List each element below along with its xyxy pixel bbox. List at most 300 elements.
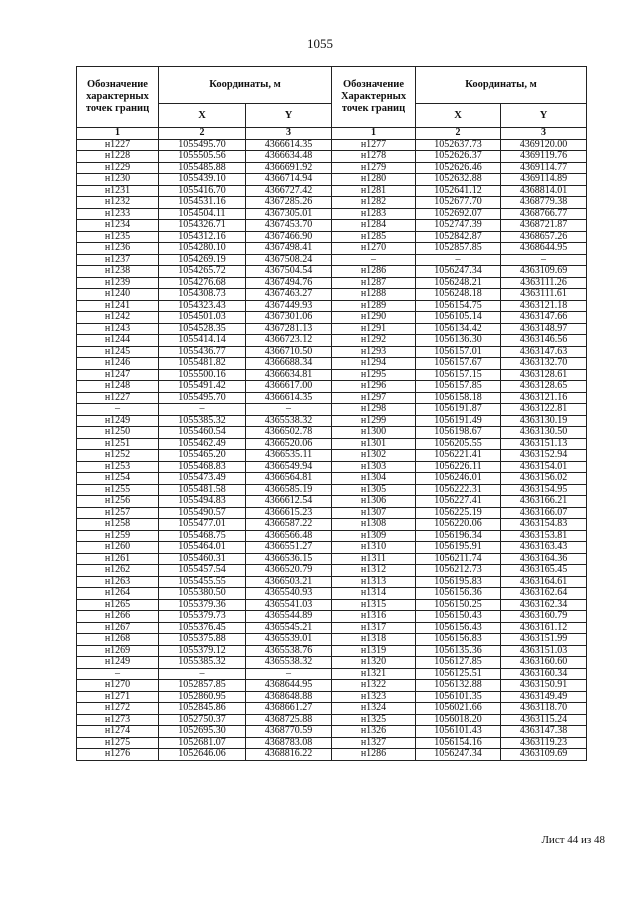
- x-coord-cell: 1054312.16: [159, 231, 246, 243]
- y-coord-cell: 4363118.70: [501, 703, 587, 715]
- column-number: 2: [416, 128, 501, 140]
- point-name-cell: –: [77, 404, 159, 416]
- point-name-cell: н1306: [332, 496, 416, 508]
- x-coord-cell: 1056248.21: [416, 277, 501, 289]
- point-name-cell: н1227: [77, 139, 159, 151]
- y-coord-cell: 4363152.94: [501, 450, 587, 462]
- x-coord-cell: 1056196.34: [416, 530, 501, 542]
- point-name-cell: н1228: [77, 151, 159, 163]
- point-name-cell: н1290: [332, 312, 416, 324]
- point-name-cell: н1236: [77, 243, 159, 255]
- column-number: 1: [77, 128, 159, 140]
- point-name-cell: н1283: [332, 208, 416, 220]
- y-coord-cell: 4363164.61: [501, 576, 587, 588]
- point-name-cell: н1272: [77, 703, 159, 715]
- x-coord-cell: 1056157.85: [416, 381, 501, 393]
- y-coord-cell: 4363109.69: [501, 266, 587, 278]
- x-coord-cell: 1056157.67: [416, 358, 501, 370]
- point-name-cell: н1256: [77, 496, 159, 508]
- point-name-cell: н1325: [332, 714, 416, 726]
- y-coord-cell: 4363121.18: [501, 300, 587, 312]
- point-name-cell: н1302: [332, 450, 416, 462]
- x-coord-cell: 1055460.54: [159, 427, 246, 439]
- x-coord-cell: 1052637.73: [416, 139, 501, 151]
- point-name-cell: н1235: [77, 231, 159, 243]
- point-name-cell: н1281: [332, 185, 416, 197]
- point-name-cell: н1227: [77, 392, 159, 404]
- point-name-cell: н1289: [332, 300, 416, 312]
- point-name-cell: н1291: [332, 323, 416, 335]
- point-name-cell: н1319: [332, 645, 416, 657]
- y-coord-cell: 4366714.94: [246, 174, 332, 186]
- y-coord-cell: 4363121.16: [501, 392, 587, 404]
- table-row: [77, 737, 587, 749]
- table-row: [77, 565, 587, 577]
- x-coord-cell: 1056150.25: [416, 599, 501, 611]
- point-name-cell: н1312: [332, 565, 416, 577]
- x-coord-cell: 1052857.85: [159, 680, 246, 692]
- y-coord-cell: 4367305.01: [246, 208, 332, 220]
- y-coord-cell: 4365538.32: [246, 657, 332, 669]
- y-coord-cell: 4367453.70: [246, 220, 332, 232]
- point-name-cell: н1247: [77, 369, 159, 381]
- y-coord-cell: 4368725.88: [246, 714, 332, 726]
- x-coord-cell: 1056154.75: [416, 300, 501, 312]
- y-coord-cell: 4367281.13: [246, 323, 332, 335]
- y-coord-cell: 4365538.76: [246, 645, 332, 657]
- x-coord-cell: 1056157.01: [416, 346, 501, 358]
- column-number: 3: [246, 128, 332, 140]
- y-coord-cell: 4367498.41: [246, 243, 332, 255]
- x-coord-cell: 1056191.87: [416, 404, 501, 416]
- point-name-cell: н1284: [332, 220, 416, 232]
- point-name-cell: н1286: [332, 266, 416, 278]
- point-name-cell: н1258: [77, 519, 159, 531]
- y-coord-cell: 4363153.81: [501, 530, 587, 542]
- point-name-cell: н1287: [332, 277, 416, 289]
- y-coord-cell: 4363151.99: [501, 634, 587, 646]
- y-coord-cell: 4363147.63: [501, 346, 587, 358]
- point-name-cell: н1300: [332, 427, 416, 439]
- x-coord-cell: 1056134.42: [416, 323, 501, 335]
- y-coord-cell: 4363151.13: [501, 438, 587, 450]
- x-coord-cell: 1056195.91: [416, 542, 501, 554]
- x-coord-cell: 1055462.49: [159, 438, 246, 450]
- point-name-cell: н1293: [332, 346, 416, 358]
- x-coord-cell: 1052641.12: [416, 185, 501, 197]
- point-name-cell: н1282: [332, 197, 416, 209]
- point-name-cell: н1268: [77, 634, 159, 646]
- table-row: [77, 312, 587, 324]
- y-coord-cell: –: [246, 404, 332, 416]
- y-coord-cell: 4366614.35: [246, 139, 332, 151]
- y-coord-cell: 4367463.27: [246, 289, 332, 301]
- x-coord-cell: 1055465.20: [159, 450, 246, 462]
- y-coord-cell: 4366520.79: [246, 565, 332, 577]
- table-row: [77, 553, 587, 565]
- table-row: [77, 703, 587, 715]
- y-coord-cell: 4367449.93: [246, 300, 332, 312]
- y-coord-cell: 4366502.78: [246, 427, 332, 439]
- left-point-header: Обозначение характерных точек границ: [77, 67, 159, 128]
- x-coord-cell: 1054280.10: [159, 243, 246, 255]
- point-name-cell: н1263: [77, 576, 159, 588]
- table-row: [77, 519, 587, 531]
- x-coord-cell: 1052632.88: [416, 174, 501, 186]
- table-row: [77, 277, 587, 289]
- table-row: [77, 231, 587, 243]
- x-coord-cell: 1052860.95: [159, 691, 246, 703]
- point-name-cell: н1266: [77, 611, 159, 623]
- table-row: [77, 243, 587, 255]
- point-name-cell: н1252: [77, 450, 159, 462]
- x-coord-cell: 1055481.82: [159, 358, 246, 370]
- point-name-cell: н1286: [332, 749, 416, 761]
- y-coord-cell: 4363160.60: [501, 657, 587, 669]
- table-row: [77, 611, 587, 623]
- point-name-cell: н1231: [77, 185, 159, 197]
- point-name-cell: н1260: [77, 542, 159, 554]
- x-coord-cell: 1056248.18: [416, 289, 501, 301]
- y-coord-cell: 4363156.02: [501, 473, 587, 485]
- point-name-cell: н1292: [332, 335, 416, 347]
- table-row: [77, 415, 587, 427]
- x-coord-cell: 1056225.19: [416, 507, 501, 519]
- table-row: [77, 335, 587, 347]
- y-coord-cell: 4363146.56: [501, 335, 587, 347]
- point-name-cell: н1321: [332, 668, 416, 680]
- y-coord-cell: 4363154.01: [501, 461, 587, 473]
- table-row: [77, 323, 587, 335]
- y-coord-cell: 4363130.19: [501, 415, 587, 427]
- x-coord-cell: 1056101.35: [416, 691, 501, 703]
- table-row: [77, 599, 587, 611]
- point-name-cell: н1294: [332, 358, 416, 370]
- point-name-cell: н1273: [77, 714, 159, 726]
- point-name-cell: –: [332, 254, 416, 266]
- point-name-cell: н1270: [332, 243, 416, 255]
- table-row: [77, 680, 587, 692]
- table-row: [77, 266, 587, 278]
- point-name-cell: н1259: [77, 530, 159, 542]
- y-coord-cell: 4368766.77: [501, 208, 587, 220]
- x-coord-cell: 1055460.31: [159, 553, 246, 565]
- y-coord-cell: 4369114.77: [501, 162, 587, 174]
- x-coord-cell: 1052747.39: [416, 220, 501, 232]
- table-row: [77, 197, 587, 209]
- y-coord-cell: 4366615.23: [246, 507, 332, 519]
- table-row: [77, 346, 587, 358]
- y-coord-cell: –: [501, 254, 587, 266]
- table-row: [77, 473, 587, 485]
- table-row: [77, 749, 587, 761]
- y-coord-cell: 4366551.27: [246, 542, 332, 554]
- x-coord-cell: 1055455.55: [159, 576, 246, 588]
- y-coord-cell: 4365539.01: [246, 634, 332, 646]
- y-coord-cell: 4368783.08: [246, 737, 332, 749]
- y-coord-cell: 4363164.36: [501, 553, 587, 565]
- table-row: [77, 496, 587, 508]
- y-coord-cell: 4363130.50: [501, 427, 587, 439]
- point-name-cell: н1285: [332, 231, 416, 243]
- point-name-cell: н1257: [77, 507, 159, 519]
- y-coord-cell: 4365544.89: [246, 611, 332, 623]
- table-row: [77, 208, 587, 220]
- y-coord-cell: 4363160.79: [501, 611, 587, 623]
- x-coord-cell: –: [416, 254, 501, 266]
- point-name-cell: н1311: [332, 553, 416, 565]
- y-coord-cell: 4366549.94: [246, 461, 332, 473]
- x-coord-cell: 1056191.49: [416, 415, 501, 427]
- x-coord-cell: 1055477.01: [159, 519, 246, 531]
- point-name-cell: н1324: [332, 703, 416, 715]
- table-row: [77, 530, 587, 542]
- point-name-cell: н1304: [332, 473, 416, 485]
- y-coord-cell: –: [246, 668, 332, 680]
- y-coord-cell: 4366587.22: [246, 519, 332, 531]
- y-coord-cell: 4363115.24: [501, 714, 587, 726]
- y-coord-cell: 4369119.76: [501, 151, 587, 163]
- table-row: [77, 668, 587, 680]
- y-coord-cell: 4368644.95: [246, 680, 332, 692]
- point-name-cell: н1240: [77, 289, 159, 301]
- x-coord-cell: 1056136.30: [416, 335, 501, 347]
- table-row: [77, 174, 587, 186]
- point-name-cell: н1249: [77, 415, 159, 427]
- y-coord-cell: 4368770.59: [246, 726, 332, 738]
- table-row: [77, 645, 587, 657]
- y-coord-cell: 4363166.07: [501, 507, 587, 519]
- point-name-cell: н1327: [332, 737, 416, 749]
- table-row: [77, 438, 587, 450]
- y-coord-cell: 4363165.45: [501, 565, 587, 577]
- x-coord-cell: 1055495.70: [159, 139, 246, 151]
- point-name-cell: н1308: [332, 519, 416, 531]
- point-name-cell: н1303: [332, 461, 416, 473]
- point-name-cell: н1229: [77, 162, 159, 174]
- x-coord-cell: 1055385.32: [159, 415, 246, 427]
- point-name-cell: н1271: [77, 691, 159, 703]
- y-coord-cell: 4363161.12: [501, 622, 587, 634]
- point-name-cell: н1301: [332, 438, 416, 450]
- point-name-cell: н1239: [77, 277, 159, 289]
- x-coord-cell: 1056247.34: [416, 266, 501, 278]
- y-coord-cell: 4363111.26: [501, 277, 587, 289]
- point-name-cell: н1245: [77, 346, 159, 358]
- table-row: [77, 634, 587, 646]
- point-name-cell: н1254: [77, 473, 159, 485]
- left-y-header: Y: [246, 104, 332, 128]
- y-coord-cell: 4366585.19: [246, 484, 332, 496]
- table-row: [77, 185, 587, 197]
- x-coord-cell: 1055481.58: [159, 484, 246, 496]
- x-coord-cell: 1056221.41: [416, 450, 501, 462]
- x-coord-cell: 1056226.11: [416, 461, 501, 473]
- y-coord-cell: 4363119.23: [501, 737, 587, 749]
- table-row: [77, 507, 587, 519]
- point-name-cell: н1241: [77, 300, 159, 312]
- x-coord-cell: 1056247.34: [416, 749, 501, 761]
- point-name-cell: н1253: [77, 461, 159, 473]
- y-coord-cell: 4363122.81: [501, 404, 587, 416]
- point-name-cell: н1262: [77, 565, 159, 577]
- point-name-cell: н1264: [77, 588, 159, 600]
- x-coord-cell: 1052842.87: [416, 231, 501, 243]
- y-coord-cell: 4363162.64: [501, 588, 587, 600]
- table-row: [77, 300, 587, 312]
- x-coord-cell: 1055380.50: [159, 588, 246, 600]
- y-coord-cell: 4366617.00: [246, 381, 332, 393]
- x-coord-cell: 1056105.14: [416, 312, 501, 324]
- x-coord-cell: 1056156.36: [416, 588, 501, 600]
- point-name-cell: н1248: [77, 381, 159, 393]
- x-coord-cell: 1055414.14: [159, 335, 246, 347]
- y-coord-cell: 4367494.76: [246, 277, 332, 289]
- right-x-header: X: [416, 104, 501, 128]
- x-coord-cell: 1056135.36: [416, 645, 501, 657]
- x-coord-cell: 1052677.70: [416, 197, 501, 209]
- x-coord-cell: 1054326.71: [159, 220, 246, 232]
- point-name-cell: н1275: [77, 737, 159, 749]
- point-name-cell: н1233: [77, 208, 159, 220]
- point-name-cell: н1251: [77, 438, 159, 450]
- point-name-cell: н1242: [77, 312, 159, 324]
- x-coord-cell: 1054504.11: [159, 208, 246, 220]
- x-coord-cell: 1055376.45: [159, 622, 246, 634]
- point-name-cell: н1322: [332, 680, 416, 692]
- table-row: [77, 691, 587, 703]
- y-coord-cell: 4366536.15: [246, 553, 332, 565]
- x-coord-cell: 1055379.12: [159, 645, 246, 657]
- y-coord-cell: 4365545.21: [246, 622, 332, 634]
- x-coord-cell: 1056125.51: [416, 668, 501, 680]
- x-coord-cell: 1056212.73: [416, 565, 501, 577]
- column-number: 1: [332, 128, 416, 140]
- x-coord-cell: 1052750.37: [159, 714, 246, 726]
- y-coord-cell: 4363111.61: [501, 289, 587, 301]
- point-name-cell: н1315: [332, 599, 416, 611]
- point-name-cell: н1274: [77, 726, 159, 738]
- x-coord-cell: 1054269.19: [159, 254, 246, 266]
- x-coord-cell: 1056156.83: [416, 634, 501, 646]
- y-coord-cell: 4366634.81: [246, 369, 332, 381]
- x-coord-cell: 1054276.68: [159, 277, 246, 289]
- table-row: [77, 289, 587, 301]
- x-coord-cell: –: [159, 668, 246, 680]
- x-coord-cell: 1056195.83: [416, 576, 501, 588]
- y-coord-cell: 4366710.50: [246, 346, 332, 358]
- x-coord-cell: 1055500.16: [159, 369, 246, 381]
- left-coords-header: Координаты, м: [159, 67, 332, 104]
- table-row: [77, 657, 587, 669]
- point-name-cell: н1310: [332, 542, 416, 554]
- point-name-cell: н1232: [77, 197, 159, 209]
- y-coord-cell: 4363148.97: [501, 323, 587, 335]
- y-coord-cell: 4368721.87: [501, 220, 587, 232]
- y-coord-cell: 4363132.70: [501, 358, 587, 370]
- y-coord-cell: 4366614.35: [246, 392, 332, 404]
- x-coord-cell: 1055379.73: [159, 611, 246, 623]
- point-name-cell: н1314: [332, 588, 416, 600]
- x-coord-cell: 1055457.54: [159, 565, 246, 577]
- y-coord-cell: 4369114.89: [501, 174, 587, 186]
- x-coord-cell: 1056211.74: [416, 553, 501, 565]
- y-coord-cell: 4367301.06: [246, 312, 332, 324]
- x-coord-cell: 1055505.56: [159, 151, 246, 163]
- x-coord-cell: 1054265.72: [159, 266, 246, 278]
- y-coord-cell: 4363166.21: [501, 496, 587, 508]
- point-name-cell: н1250: [77, 427, 159, 439]
- point-name-cell: н1316: [332, 611, 416, 623]
- x-coord-cell: 1056157.15: [416, 369, 501, 381]
- sheet-label: Лист 44 из 48: [541, 834, 605, 846]
- y-coord-cell: 4368661.27: [246, 703, 332, 715]
- point-name-cell: н1230: [77, 174, 159, 186]
- y-coord-cell: 4363147.38: [501, 726, 587, 738]
- point-name-cell: н1265: [77, 599, 159, 611]
- table-row: [77, 622, 587, 634]
- table-row: [77, 542, 587, 554]
- y-coord-cell: 4363154.95: [501, 484, 587, 496]
- x-coord-cell: 1056198.67: [416, 427, 501, 439]
- table-row: [77, 369, 587, 381]
- point-name-cell: н1313: [332, 576, 416, 588]
- y-coord-cell: 4367466.90: [246, 231, 332, 243]
- point-name-cell: н1244: [77, 335, 159, 347]
- x-coord-cell: 1052646.06: [159, 749, 246, 761]
- x-coord-cell: 1056101.43: [416, 726, 501, 738]
- y-coord-cell: 4367508.24: [246, 254, 332, 266]
- right-point-header: Обозначение Характерных точек границ: [332, 67, 416, 128]
- y-coord-cell: 4363147.66: [501, 312, 587, 324]
- x-coord-cell: 1056127.85: [416, 657, 501, 669]
- coordinates-table: [76, 66, 587, 761]
- point-name-cell: н1297: [332, 392, 416, 404]
- y-coord-cell: 4365540.93: [246, 588, 332, 600]
- y-coord-cell: 4366723.12: [246, 335, 332, 347]
- y-coord-cell: 4365538.32: [246, 415, 332, 427]
- x-coord-cell: 1056021.66: [416, 703, 501, 715]
- x-coord-cell: 1054308.73: [159, 289, 246, 301]
- y-coord-cell: 4366634.48: [246, 151, 332, 163]
- table-row: [77, 588, 587, 600]
- point-name-cell: н1298: [332, 404, 416, 416]
- y-coord-cell: 4368779.38: [501, 197, 587, 209]
- table-row: [77, 381, 587, 393]
- y-coord-cell: 4363162.34: [501, 599, 587, 611]
- table-row: [77, 450, 587, 462]
- y-coord-cell: 4366612.54: [246, 496, 332, 508]
- x-coord-cell: 1055491.42: [159, 381, 246, 393]
- x-coord-cell: 1052626.37: [416, 151, 501, 163]
- y-coord-cell: 4368816.22: [246, 749, 332, 761]
- x-coord-cell: 1055490.57: [159, 507, 246, 519]
- x-coord-cell: 1055495.70: [159, 392, 246, 404]
- y-coord-cell: 4363154.83: [501, 519, 587, 531]
- x-coord-cell: 1055473.49: [159, 473, 246, 485]
- y-coord-cell: 4365541.03: [246, 599, 332, 611]
- x-coord-cell: 1056220.06: [416, 519, 501, 531]
- point-name-cell: н1307: [332, 507, 416, 519]
- point-name-cell: н1279: [332, 162, 416, 174]
- x-coord-cell: 1056205.55: [416, 438, 501, 450]
- y-coord-cell: 4368657.26: [501, 231, 587, 243]
- point-name-cell: н1276: [77, 749, 159, 761]
- x-coord-cell: 1055385.32: [159, 657, 246, 669]
- table-row: [77, 484, 587, 496]
- x-coord-cell: 1055436.77: [159, 346, 246, 358]
- point-name-cell: н1234: [77, 220, 159, 232]
